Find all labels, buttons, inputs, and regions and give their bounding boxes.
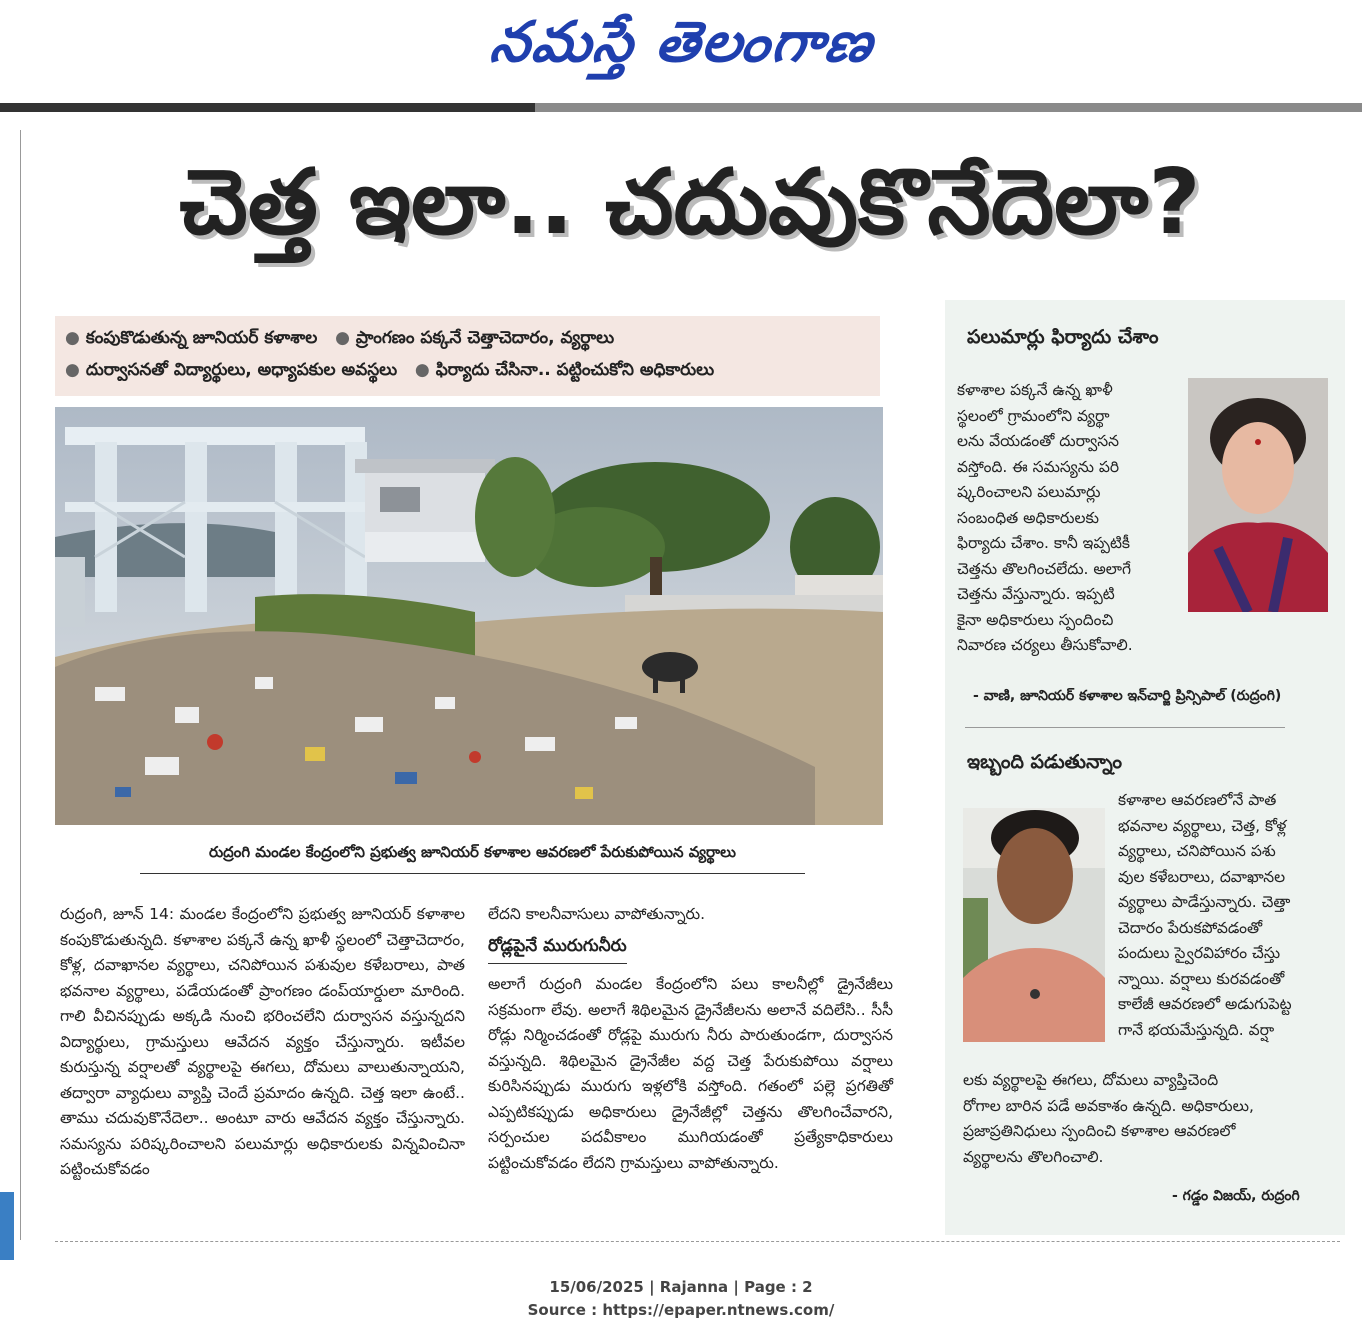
bullet-strip — [55, 316, 880, 396]
quote-line: వ్యర్థాలను తొలగించాలి. — [963, 1147, 1104, 1166]
bullet-dot-icon: ● — [65, 328, 80, 348]
masthead-rule-dark — [0, 103, 535, 112]
quote-line: గానే భయమేస్తున్నది. వర్షా — [1118, 1020, 1275, 1039]
quote-line: ప్రజాప్రతినిధులు స్పందించి కళాశాల ఆవరణలో — [963, 1122, 1236, 1140]
sidebar-quote-2-right — [1118, 788, 1338, 1043]
newspaper-title: నమస్తే తెలంగాణ — [485, 10, 878, 75]
portrait-vani — [1188, 378, 1328, 612]
footer-source-line: Source : https://epaper.ntnews.com/ — [527, 1301, 835, 1319]
quote-line: వ్యర్థాలు పాడేస్తున్నారు. చెత్తా — [1118, 893, 1291, 911]
article-text: రుద్రంగి, జూన్ 14: మండల కేంద్రంలోని ప్రభుత్వ జూనియర్ కళాశాల కంపుకొడుతున్నది. కళాశాల పక్కనే ఉన్న ఖాళీ స్థలంలో చెత్తాచెదారం, కోళ్ల, దవాఖానల వ్యర్థాలు, చనిపోయిన పశువుల కళేబరాలు, పాత భవనాల వ్యర్థాలు, పడేయడంతో ప్రాంగణం డంప్‌యార్డులా మారింది. గాలి వీచినప్పుడు అక్కడి నుంచి భరించలేని దుర్వాసన వస్తున్నదని విద్యార్థులు, గ్రామస్తులు ఆవేదన వ్యక్తం చేస్తున్నారు. ఇటీవల కురుస్తున్న వర్షాలతో వ్యర్థాలపై ఈగలు, దోమలు వాలుతున్నాయని, తద్వారా వ్యాధులు వ్యాప్తి చెందే ప్రమాదం ఉన్నది. చెత్త ఇలా ఉంటే.. తాము చదువుకొనేదెలా.. అంటూ వారు ఆవేదన వ్యక్తం చేస్తున్నారు. సమస్యను పరిష్కరించాలని పలుమార్లు అధికారులకు విన్నవించినా పట్టించుకోవడం — [60, 905, 465, 1178]
attribution-1: - వాణి, జూనియర్ కళాశాల ఇన్‌చార్జి ప్రిన్సిపాల్ (రుద్రంగి) — [973, 688, 1282, 704]
sidebar-heading-1: పలుమార్లు ఫిర్యాదు చేశాం — [967, 326, 1159, 348]
quote-line: నివారణ చర్యలు తీసుకోవాలి. — [957, 636, 1133, 654]
footer-date-line: 15/06/2025 | Rajanna | Page : 2 — [549, 1278, 813, 1296]
article-subheading: రోడ్లపైనే మురుగునీరు — [488, 934, 627, 965]
bullet-row-2 — [65, 354, 870, 386]
quote-line: లను వేయడంతో దుర్వాసన — [957, 432, 1119, 450]
quote-line: లకు వ్యర్థాలపై ఈగలు, దోమలు వ్యాప్తిచెంది — [963, 1071, 1219, 1089]
quote-line: కైనా అధికారులు స్పందించి — [957, 610, 1114, 629]
bullet-item: కంపుకొడుతున్న జూనియర్ కళాశాల — [85, 328, 318, 348]
quote-line: పందులు స్వైరవిహారం చేస్తు — [1118, 944, 1281, 962]
garbage-scene-illustration — [55, 407, 883, 825]
portrait-vijay — [963, 808, 1105, 1042]
quote-line: ఫిర్యాదు చేశాం. కానీ ఇప్పటికీ — [957, 534, 1131, 552]
masthead — [0, 0, 1362, 100]
bullet-dot-icon: ● — [65, 360, 80, 380]
quote-line: చెత్తను తొలగించలేదు. అలాగే — [957, 559, 1132, 578]
quote-line: చెదారం పేరుకపోవడంతో — [1118, 918, 1263, 937]
quote-line: న్నాయి. వర్షాలు కురవడంతో — [1118, 969, 1285, 988]
quote-line: వస్తోంది. ఈ సమస్యను పరి — [957, 457, 1120, 476]
bullet-dot-icon: ● — [414, 360, 430, 380]
quote-line: స్థలంలో గ్రామంలోని వ్యర్థా — [957, 406, 1110, 425]
sidebar-quote-1 — [957, 378, 1182, 659]
quote-line: ష్కరించాలని పలుమార్లు — [957, 483, 1101, 501]
left-margin-line — [20, 130, 21, 1240]
bullet-row-1 — [65, 322, 870, 354]
man-portrait-icon — [963, 808, 1105, 1042]
bullet-item: ప్రాంగణం పక్కనే చెత్తాచెదారం, వ్యర్థాలు — [355, 328, 615, 348]
footer-rule — [55, 1241, 1340, 1243]
bullet-dot-icon: ● — [335, 328, 350, 348]
photo-caption: రుద్రంగి మండల కేంద్రంలోని ప్రభుత్వ జూనియర్ కళాశాల ఆవరణలో పేరుకుపోయిన వ్యర్థాలు — [140, 843, 805, 874]
quote-line: భవనాల వ్యర్థాలు, చెత్త, కోళ్ల — [1118, 816, 1287, 835]
woman-portrait-icon — [1188, 378, 1328, 612]
quote-line: రోగాల బారిన పడే అవకాశం ఉన్నది. అధికారులు, — [963, 1096, 1254, 1115]
sidebar-heading-2: ఇబ్బంది పడుతున్నాం — [967, 751, 1123, 773]
bullet-item: ఫిర్యాదు చేసినా.. పట్టించుకోని అధికారులు — [435, 360, 715, 380]
bullet-item: దుర్వాసనతో విద్యార్థులు, అధ్యాపకుల అవస్థలు — [85, 360, 398, 380]
attribution-2: - గడ్డం విజయ్, రుద్రంగి — [1172, 1188, 1300, 1204]
quote-line: కళాశాల పక్కనే ఉన్న ఖాళీ — [957, 381, 1113, 399]
page-edge-tab — [0, 1192, 14, 1260]
article-column-1 — [60, 902, 465, 1183]
headline: చెత్త ఇలా.. చదువుకొనేదెలా? — [179, 150, 1201, 255]
masthead-rule-grey — [535, 103, 1362, 112]
article-column-2 — [488, 902, 893, 1176]
quote-line: వుల కళేబరాలు, దవాఖానల — [1118, 867, 1286, 886]
sidebar-quote-2-full — [963, 1068, 1333, 1170]
quote-line: కళాశాల ఆవరణలోనే పాత — [1118, 791, 1277, 809]
quote-line: సంబంధిత అధికారులకు — [957, 508, 1099, 527]
quote-line: చెత్తను వేస్తున్నారు. ఇప్పటి — [957, 585, 1115, 603]
garbage-photo — [55, 407, 883, 825]
article-text: అలాగే రుద్రంగి మండల కేంద్రంలోని పలు కాలనీల్లో డ్రైనేజీలు సక్రమంగా లేవు. అలాగే శిథిలమైన డ్రైనేజీలను అలానే వదిలేసి.. సీసీ రోడ్లు నిర్మించడంతో రోడ్లపై మురుగు నీరు పారుతుండగా, దుర్వాసన వస్తున్నది. శిథిలమైన డ్రైనేజీల వద్ద చెత్త పేరుకుపోయి వర్షాలు కురిసినప్పుడు మురుగు ఇళ్లలోకి వస్తోంది. గతంలో పల్లె ప్రగతితో ఎప్పటికప్పుడు అధికారులు డ్రైనేజీల్లో చెత్తను తొలగించేవారని, సర్పంచుల పదవీకాలం ముగియడంతో ప్రత్యేకాధికారులు పట్టించుకోవడం లేదని గ్రామస్తులు వాపోతున్నారు. — [488, 975, 893, 1172]
quote-line: కాలేజీ ఆవరణలో అడుగుపెట్ట — [1118, 995, 1292, 1013]
sidebar-divider — [965, 727, 1285, 728]
quote-line: వ్యర్థాలు, చనిపోయిన పశు — [1118, 842, 1276, 860]
article-text: లేదని కాలనీవాసులు వాపోతున్నారు. — [488, 905, 706, 923]
